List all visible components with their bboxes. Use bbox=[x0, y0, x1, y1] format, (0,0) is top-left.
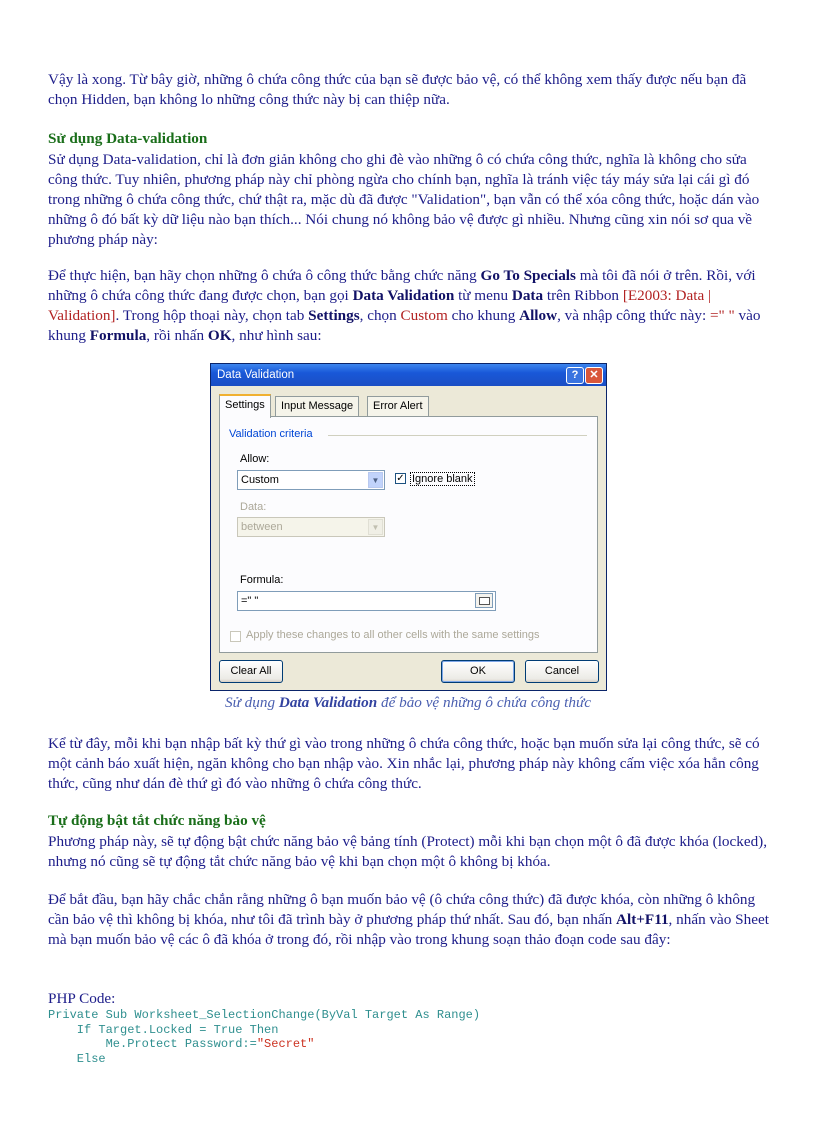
code-line: Me.Protect Password:="Secret" bbox=[48, 1037, 315, 1051]
figure-caption: Sử dụng Data Validation để bảo vệ những ô chứa công thức bbox=[225, 694, 591, 711]
data-select-value: between bbox=[241, 521, 283, 533]
allow-select[interactable] bbox=[237, 470, 385, 490]
apply-to-all-label: Apply these changes to all other cells with the same settings bbox=[246, 629, 540, 641]
tab-input-message[interactable]: Input Message bbox=[275, 396, 359, 416]
chevron-down-icon: ▼ bbox=[368, 519, 383, 535]
apply-to-all-checkbox[interactable] bbox=[230, 631, 241, 642]
code-line: Else bbox=[48, 1051, 106, 1066]
intro-paragraph: Vậy là xong. Từ bây giờ, những ô chứa công thức của bạn sẽ được bảo vệ, có thể không xem thấy được nếu bạn đã chọn Hidden, bạn không lo những công thức này bị can thiệp nữa. bbox=[48, 71, 747, 108]
auto-protect-paragraph-1: Phương pháp này, sẽ tự động bật chức năng bảo vệ bảng tính (Protect) mỗi khi bạn chọn một ô đã được khóa (locked), nhưng nó cũng sẽ tự động tắt chức năng bảo vệ khi bạn chọn một ô không bị khóa. bbox=[48, 833, 768, 870]
data-label: Data: bbox=[240, 501, 267, 513]
code-line: If Target.Locked = True Then bbox=[48, 1022, 279, 1037]
clear-all-button[interactable]: Clear All bbox=[219, 660, 283, 683]
tab-settings[interactable]: Settings bbox=[219, 394, 271, 418]
dialog-title: Data Validation bbox=[217, 369, 295, 381]
section-heading-data-validation: Sử dụng Data-validation bbox=[48, 130, 208, 147]
data-validation-paragraph-3: Kể từ đây, mỗi khi bạn nhập bất kỳ thứ gì vào trong những ô chứa công thức, hoặc bạn muốn sửa lại công thức, sẽ có một cảnh báo xuất hiện, ngăn không cho bạn nhập vào. Xin nhắc lại, phương pháp này không cấm việc xóa hẳn công thức, cũng như dán đè thứ gì đó vào những ô chứa công thức. bbox=[48, 735, 760, 792]
settings-panel bbox=[219, 416, 598, 653]
formula-label: Formula: bbox=[240, 574, 284, 586]
data-validation-paragraph-2: Để thực hiện, bạn hãy chọn những ô chứa ô công thức bằng chức năng Go To Specials mà tôi đã nói ở trên. Rồi, với những ô chứa công thức đang được chọn, bạn gọi Data Validation từ menu Data trên Ribbon [E2003: Data | Validation]. Trong hộp thoại này, chọn tab Settings, chọn Custom cho khung Allow, và nhập công thức này: =" " vào khung Formula, rồi nhấn OK, như hình sau: bbox=[48, 267, 761, 344]
data-validation-paragraph-1: Sử dụng Data-validation, chỉ là đơn giản không cho ghi đè vào những ô có chứa công thức, nghĩa là không cho sửa công thức. Tuy nhiên, phương pháp này chỉ phòng ngừa cho chính bạn, nghĩa là tránh việc táy máy sửa lại cái gì đó trong những ô chứa công thức, chứ thật ra, mặc dù đã được "Validation", bạn vẫn có thể xóa công thức, hoặc dán vào những ô đó bất kỳ dữ liệu nào bạn thích... Nói chung nó không bảo vệ được gì nhiều. Nhưng cũng xin nói sơ qua về phương pháp này: bbox=[48, 151, 760, 248]
auto-protect-paragraph-2: Để bắt đầu, bạn hãy chắc chắn rằng những ô bạn muốn bảo vệ (ô chứa công thức) đã được khóa, còn những ô không cần bảo vệ thì không bị khóa, như tôi đã trình bày ở phương pháp thứ nhất. Sau đó, bạn nhấn Alt+F11, nhấn vào Sheet mà bạn muốn bảo vệ các ô đã khóa ở trong đó, rồi nhập vào trong khung soạn thảo đoạn code sau đây: bbox=[48, 891, 769, 948]
close-icon[interactable]: ✕ bbox=[585, 367, 603, 384]
tab-error-alert[interactable]: Error Alert bbox=[367, 396, 429, 416]
help-icon[interactable]: ? bbox=[566, 367, 584, 384]
ignore-blank-label[interactable]: Ignore blank bbox=[412, 473, 473, 485]
formula-input[interactable] bbox=[237, 591, 496, 611]
section-heading-auto-protect: Tự động bật tắt chức năng bảo vệ bbox=[48, 812, 266, 829]
chevron-down-icon[interactable]: ▼ bbox=[368, 472, 383, 488]
ok-button[interactable]: OK bbox=[441, 660, 515, 683]
range-selector-icon[interactable] bbox=[475, 593, 493, 608]
data-select[interactable] bbox=[237, 517, 385, 537]
group-divider bbox=[328, 435, 587, 436]
cancel-button[interactable]: Cancel bbox=[525, 660, 599, 683]
code-title: PHP Code: bbox=[48, 990, 116, 1007]
ignore-blank-checkbox[interactable]: ✓ bbox=[396, 473, 405, 484]
dialog-titlebar bbox=[211, 364, 606, 386]
data-validation-dialog bbox=[210, 363, 607, 691]
code-line: Private Sub Worksheet_SelectionChange(ByVal Target As Range) bbox=[48, 1008, 481, 1022]
formula-input-value: =" " bbox=[241, 595, 259, 607]
allow-select-value: Custom bbox=[241, 474, 279, 486]
code-block bbox=[48, 1008, 480, 1066]
allow-label: Allow: bbox=[240, 453, 270, 465]
validation-criteria-label: Validation criteria bbox=[229, 428, 313, 440]
